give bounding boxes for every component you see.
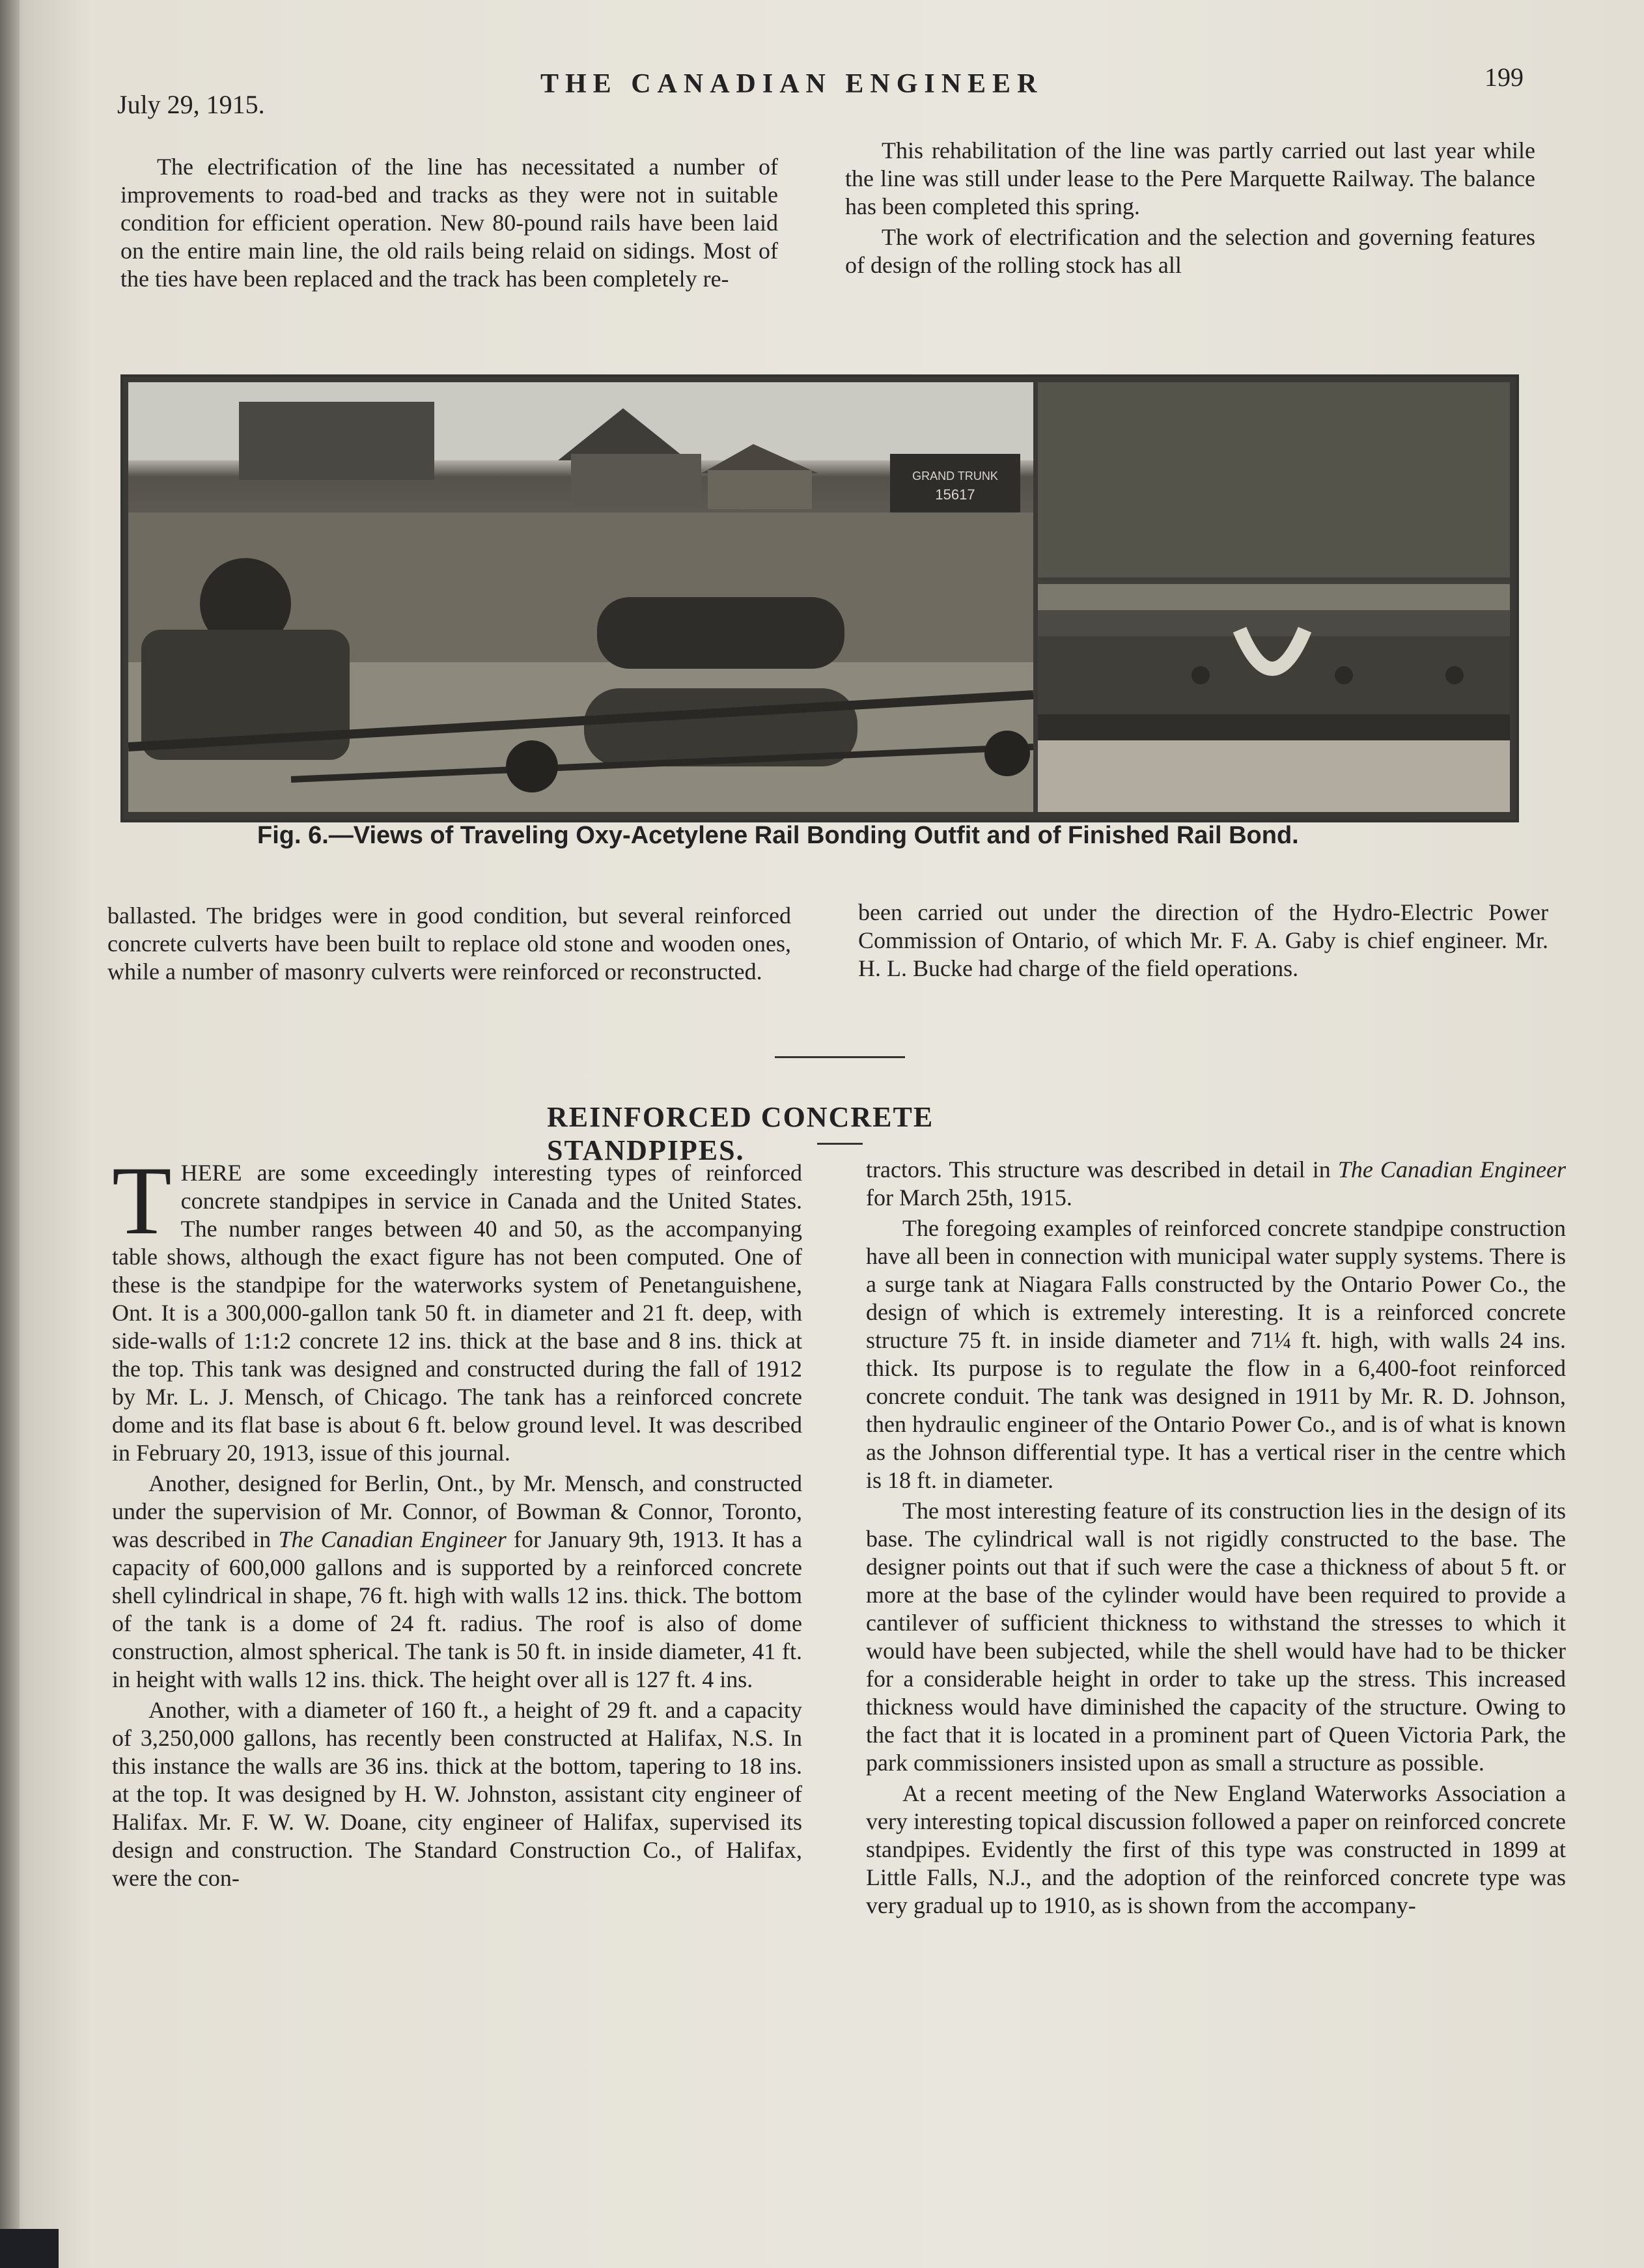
scan-corner <box>0 2229 59 2268</box>
car-sign-line1: GRAND TRUNK <box>912 469 998 483</box>
article-right-column <box>866 1156 1566 2120</box>
paragraph <box>112 1470 802 1694</box>
car-sign-line2: 15617 <box>935 486 975 503</box>
outfit-photo-illustration <box>128 382 1033 812</box>
paragraph: The foregoing examples of reinforced concrete standpipe construction have all been in connection with municipal water supply systems. There is a surge tank at Niagara Falls constructed by the Ontario Power Co., the design of which is extremely interesting. It is a reinforced concrete structure 75 ft. in inside diameter and 71¼ ft. high, with walls 24 ins. thick. Its purpose is to regulate the flow in a 6,400-foot reinforced concrete conduit. The tank was designed in 1911 by Mr. R. D. Johnson, then hydraulic engineer of the Ontario Power Co., and is of what is known as the Johnson differential type. It has a vertical riser in the centre which is 18 ft. in diameter. <box>866 1215 1566 1493</box>
issue-date: July 29, 1915. <box>117 90 265 119</box>
photo-finished-rail-bond <box>1038 382 1510 812</box>
paragraph <box>112 1147 802 1467</box>
binding-shadow <box>0 0 20 2268</box>
drop-cap: T <box>112 1147 172 1255</box>
middle-left-column <box>107 902 791 1019</box>
paragraph: ballasted. The bridges were in good condition, but several reinforced concrete culverts have been built to replace old stone and wooden ones, while a number of masonry culverts were reinforced or reconstructed. <box>107 903 791 985</box>
paragraph: been carried out under the direction of the Hydro-Electric Power Commission of Ontario, of which Mr. F. A. Gaby is chief engineer. Mr. H. L. Bucke had charge of the field operations. <box>858 899 1548 981</box>
paragraph-text: tractors. This structure was described in detail in <box>866 1156 1338 1183</box>
rail-bond-photo-illustration <box>1038 382 1510 812</box>
paragraph-text: for March 25th, 1915. <box>866 1184 1072 1211</box>
paragraph-text: HERE are some exceedingly interesting types of reinforced concrete standpipes in service in Canada and the United States. The number ranges between 40 and 50, as the accompanying table shows, although the exact figure has not been computed. One of these is the standpipe for the waterworks system of Penetanguishene, Ont. It is a 300,000-gallon tank 50 ft. in diameter and 21 ft. deep, with side-walls of 1:1:2 concrete 12 ins. thick at the base and 8 ins. thick at the top. This tank was designed and constructed during the fall of 1912 by Mr. L. J. Mensch, of Chicago. The tank has a reinforced concrete dome and its flat base is about 6 ft. below ground level. It was described in February 20, 1913, issue of this journal. <box>112 1160 802 1466</box>
paragraph: At a recent meeting of the New England Waterworks Association a very interesting topical discussion followed a paper on reinforced concrete standpipes. Evidently the first of this type was constructed in 1899 at Little Falls, N.J., and the adoption of the reinforced concrete type was very gradual up to 1910, as is shown from the accompany- <box>866 1780 1566 1918</box>
paragraph-text: Another, designed for Berlin, Ont., by Mr. Mensch, and constructed under the supervision of Mr. Connor, of Bowman & Connor, Toronto, was described in <box>112 1470 802 1552</box>
journal-title: THE CANADIAN ENGINEER <box>540 69 1044 99</box>
paragraph: The work of electrification and the selection and governing features of design of the rolling stock has all <box>845 224 1535 278</box>
paragraph: Another, with a diameter of 160 ft., a height of 29 ft. and a capacity of 3,250,000 gallons, has recently been constructed at Halifax, N.S. In this instance the walls are 36 ins. thick at the bottom, tapering to 18 ins. at the top. It was designed by H. W. Johnston, assistant city engineer of Halifax. Mr. F. W. W. Doane, city engineer of Halifax, supervised its design and construction. The Standard Construction Co., of Halifax, were the con- <box>112 1697 802 1891</box>
paragraph: The most interesting feature of its construction lies in the design of its base. The cylindrical wall is not rigidly constructed to the base. The designer points out that if such were the case a thickness of about 5 ft. or more at the base of the cylinder would have been required to provide a cantilever of sufficient thickness to withstand the stresses to which it would have been subjected, while the shell would have had to be thicker for a considerable height in order to take up the stress. This increased thickness would have diminished the capacity of the structure. Owing to the fact that it is located in a prominent part of Queen Victoria Park, the park commissioners insisted upon as small a structure as possible. <box>866 1498 1566 1776</box>
section-divider <box>775 1056 905 1058</box>
photo-rail-bonding-outfit <box>128 382 1033 812</box>
middle-right-column <box>858 899 1548 1016</box>
paragraph: This rehabilitation of the line was partly carried out last year while the line was still under lease to the Pere Marquette Railway. The balance has been completed this spring. <box>845 137 1535 219</box>
figure-caption: Fig. 6.—Views of Traveling Oxy-Acetylene Rail Bonding Outfit and of Finished Rail Bond. <box>257 822 1299 849</box>
paragraph: The electrification of the line has necessitated a number of improvements to road-bed and tracks as they were not in suitable condition for efficient operation. New 80-pound rails have been laid on the entire main line, the old rails being relaid on sidings. Most of the ties have been replaced and the track has been completely re- <box>120 154 778 292</box>
page-number: 199 <box>1484 63 1524 92</box>
figure-photographs <box>120 374 1519 822</box>
title-rule <box>817 1143 863 1145</box>
article-title: REINFORCED CONCRETE STANDPIPES. <box>547 1101 934 1166</box>
journal-reference: The Canadian Engineer <box>1337 1156 1566 1183</box>
article-left-column <box>112 1147 802 2123</box>
top-right-column <box>845 137 1535 326</box>
paragraph <box>866 1156 1566 1212</box>
page-header <box>117 62 1524 119</box>
top-left-column <box>120 153 778 342</box>
paragraph-text: for January 9th, 1913. It has a capacity of 600,000 gallons and is supported by a reinforced concrete shell cylindrical in shape, 76 ft. high with walls 12 ins. thick. The bottom of the tank is a dome of 24 ft. radius. The roof is also of dome construction, almost spherical. The tank is 50 ft. in inside diameter, 41 ft. in height with walls 12 ins. thick. The height over all is 127 ft. 4 ins. <box>112 1526 802 1692</box>
journal-reference: The Canadian Engineer <box>278 1526 507 1552</box>
